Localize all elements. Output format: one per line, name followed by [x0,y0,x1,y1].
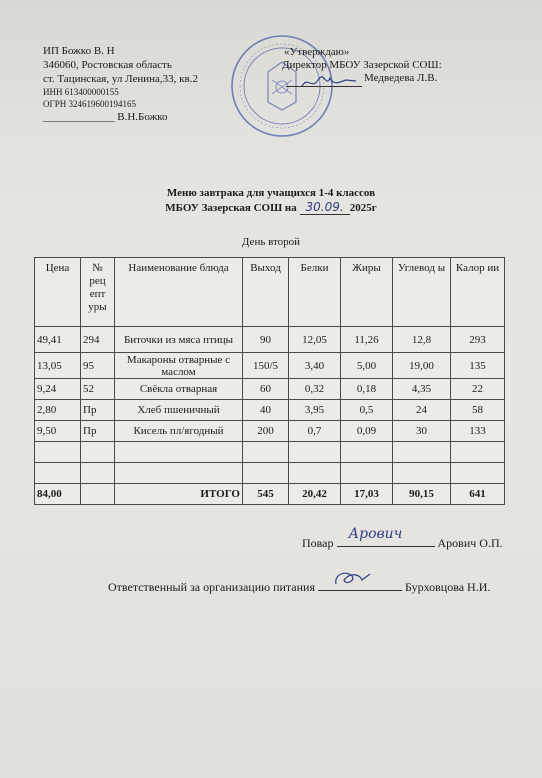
cook-signature-line [337,526,435,547]
cook-name: Арович О.П. [437,536,503,550]
cell-price: 13,05 [35,353,81,379]
issuer-address-1: 346060, Ростовская область [43,59,172,71]
cell-recipe: 95 [81,353,115,379]
col-header-price: Цена [35,258,81,327]
responsible-signature-line [318,576,402,591]
cell-calories: 22 [451,379,505,400]
issuer-address-2: ст. Тацинская, ул Ленина,33, кв.2 [43,73,198,85]
cell-dish: Свёкла отварная [115,379,243,400]
cell-carbs: 19,00 [393,353,451,379]
responsible-label: Ответственный за организацию питания [108,580,315,594]
cell-price: 49,41 [35,327,81,353]
table-row [35,353,505,379]
cook-signature-row [302,526,503,551]
cell-recipe: Пр [81,421,115,442]
table-row [35,400,505,421]
total-price: 84,00 [35,484,81,505]
cell-carbs: 4,35 [393,379,451,400]
cell-carbs: 24 [393,400,451,421]
total-calories: 641 [451,484,505,505]
approval-heading: «Утверждаю» [284,46,350,58]
cell-protein: 0,32 [289,379,341,400]
cell-calories: 58 [451,400,505,421]
col-header-dish: Наименование блюда [115,258,243,327]
menu-day: День второй [241,236,301,248]
menu-title [0,186,542,215]
cell-protein: 12,05 [289,327,341,353]
total-protein: 20,42 [289,484,341,505]
menu-year: 2025г [349,202,377,214]
cell-recipe: Пр [81,400,115,421]
menu-title-school: МБОУ Зазерская СОШ на [165,202,297,214]
col-header-carbs: Углевод ы [393,258,451,327]
cell-yield: 200 [243,421,289,442]
cell-fat: 0,18 [341,379,393,400]
cell-recipe: 52 [81,379,115,400]
col-header-recipe: № рец епт уры [81,258,115,327]
total-yield: 545 [243,484,289,505]
total-fat: 17,03 [341,484,393,505]
cell-calories: 133 [451,421,505,442]
col-header-fat: Жиры [341,258,393,327]
total-label: ИТОГО [115,484,243,505]
cell-dish: Биточки из мяса птицы [115,327,243,353]
cell-fat: 5,00 [341,353,393,379]
issuer-name: ИП Божко В. Н [43,45,115,57]
cell-dish: Макароны отварные с маслом [115,353,243,379]
responsible-name: Бурховцова Н.И. [405,580,491,594]
table-row [35,379,505,400]
cell-protein: 3,40 [289,353,341,379]
total-carbs: 90,15 [393,484,451,505]
table-row [35,421,505,442]
total-recipe [81,484,115,505]
menu-table [34,257,505,505]
cook-handwriting: Арович [348,526,403,542]
approval-position: Директор МБОУ Зазерской СОШ: [282,59,442,71]
table-total-row [35,484,505,505]
table-row [35,327,505,353]
cell-price: 9,50 [35,421,81,442]
cell-yield: 60 [243,379,289,400]
cell-fat: 0,5 [341,400,393,421]
cell-calories: 135 [451,353,505,379]
cell-yield: 40 [243,400,289,421]
table-row-empty [35,442,505,463]
cell-yield: 150/5 [243,353,289,379]
cell-recipe: 294 [81,327,115,353]
cell-dish: Хлеб пшеничный [115,400,243,421]
col-header-calories: Калор ии [451,258,505,327]
cook-label: Повар [302,536,334,550]
cell-price: 9,24 [35,379,81,400]
cell-protein: 3,95 [289,400,341,421]
cell-calories: 293 [451,327,505,353]
cell-fat: 11,26 [341,327,393,353]
issuer-block [43,44,198,124]
cell-price: 2,80 [35,400,81,421]
director-signature [300,72,358,92]
cell-dish: Кисель пл/ягодный [115,421,243,442]
issuer-signature-line: _____________ В.Н.Божко [43,111,168,123]
col-header-protein: Белки [289,258,341,327]
menu-title-line1: Меню завтрака для учащихся 1-4 классов [166,187,376,199]
issuer-ogrn: ОГРН 324619600194165 [43,99,136,109]
approval-director-name: Медведева Л.В. [364,72,438,84]
responsible-signature-row [108,576,490,595]
cell-carbs: 12,8 [393,327,451,353]
table-row-empty [35,463,505,484]
issuer-inn: ИНН 613400000155 [43,87,119,97]
menu-title-line2 [0,200,542,215]
cell-carbs: 30 [393,421,451,442]
menu-date-handwritten: 30.09. [300,200,350,215]
cell-yield: 90 [243,327,289,353]
table-header-row [35,258,505,327]
cell-protein: 0,7 [289,421,341,442]
responsible-signature [332,568,376,590]
cell-fat: 0,09 [341,421,393,442]
col-header-yield: Выход [243,258,289,327]
